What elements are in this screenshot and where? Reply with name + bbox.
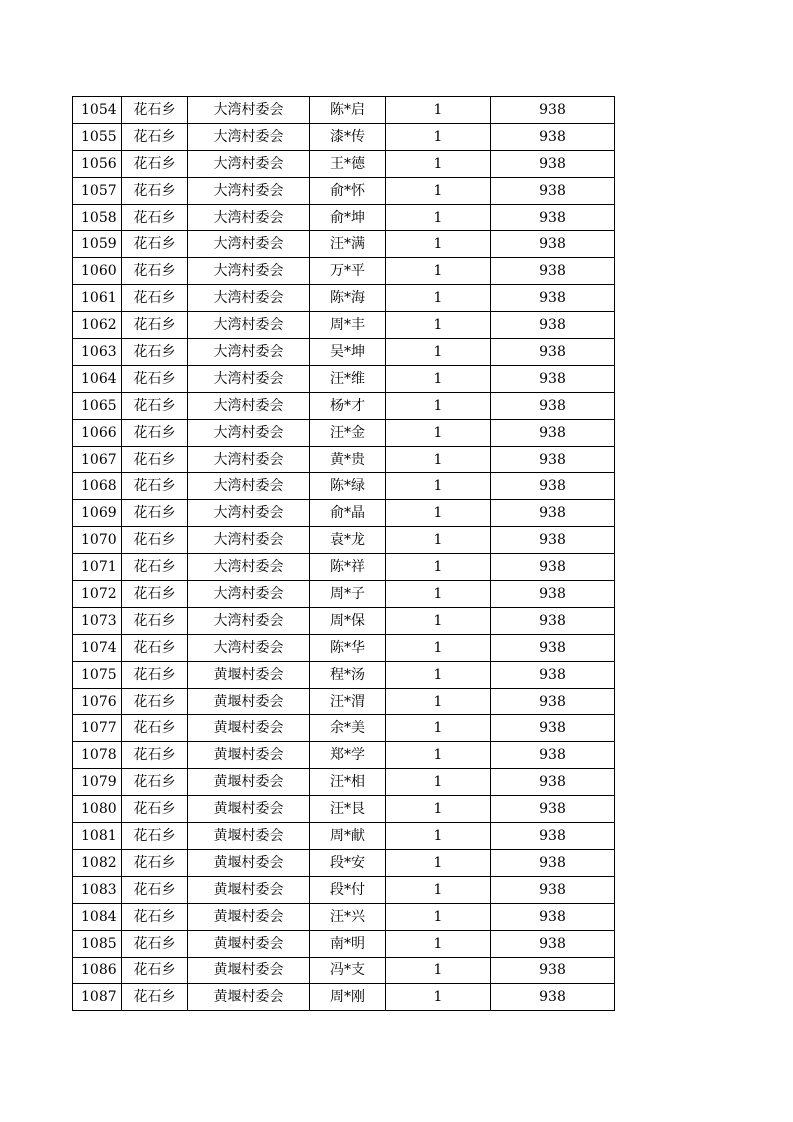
row-number-cell: 1060 xyxy=(73,258,122,285)
name-cell: 黄*贵 xyxy=(310,446,386,473)
amount-cell: 938 xyxy=(491,150,615,177)
township-cell: 花石乡 xyxy=(122,419,188,446)
village-committee-cell: 大湾村委会 xyxy=(188,123,310,150)
village-committee-cell: 大湾村委会 xyxy=(188,634,310,661)
count-cell: 1 xyxy=(386,688,491,715)
table-row xyxy=(73,500,615,527)
village-committee-cell: 黄堰村委会 xyxy=(188,769,310,796)
name-cell: 陈*启 xyxy=(310,97,386,124)
count-cell: 1 xyxy=(386,527,491,554)
table-row xyxy=(73,849,615,876)
amount-cell: 938 xyxy=(491,634,615,661)
township-cell: 花石乡 xyxy=(122,581,188,608)
amount-cell: 938 xyxy=(491,312,615,339)
village-committee-cell: 大湾村委会 xyxy=(188,446,310,473)
table-row xyxy=(73,177,615,204)
village-committee-cell: 大湾村委会 xyxy=(188,97,310,124)
row-number-cell: 1084 xyxy=(73,903,122,930)
count-cell: 1 xyxy=(386,231,491,258)
row-number-cell: 1080 xyxy=(73,796,122,823)
amount-cell: 938 xyxy=(491,97,615,124)
township-cell: 花石乡 xyxy=(122,150,188,177)
count-cell: 1 xyxy=(386,984,491,1011)
name-cell: 汪*维 xyxy=(310,365,386,392)
amount-cell: 938 xyxy=(491,581,615,608)
records-table-body xyxy=(73,97,615,1011)
village-committee-cell: 大湾村委会 xyxy=(188,204,310,231)
row-number-cell: 1079 xyxy=(73,769,122,796)
count-cell: 1 xyxy=(386,849,491,876)
records-table xyxy=(72,96,615,1011)
count-cell: 1 xyxy=(386,634,491,661)
village-committee-cell: 黄堰村委会 xyxy=(188,957,310,984)
amount-cell: 938 xyxy=(491,742,615,769)
name-cell: 汪*渭 xyxy=(310,688,386,715)
amount-cell: 938 xyxy=(491,769,615,796)
name-cell: 段*付 xyxy=(310,876,386,903)
amount-cell: 938 xyxy=(491,231,615,258)
amount-cell: 938 xyxy=(491,392,615,419)
row-number-cell: 1076 xyxy=(73,688,122,715)
row-number-cell: 1069 xyxy=(73,500,122,527)
township-cell: 花石乡 xyxy=(122,554,188,581)
name-cell: 俞*怀 xyxy=(310,177,386,204)
name-cell: 俞*晶 xyxy=(310,500,386,527)
count-cell: 1 xyxy=(386,312,491,339)
township-cell: 花石乡 xyxy=(122,849,188,876)
village-committee-cell: 大湾村委会 xyxy=(188,258,310,285)
amount-cell: 938 xyxy=(491,688,615,715)
township-cell: 花石乡 xyxy=(122,231,188,258)
count-cell: 1 xyxy=(386,177,491,204)
township-cell: 花石乡 xyxy=(122,446,188,473)
township-cell: 花石乡 xyxy=(122,634,188,661)
row-number-cell: 1083 xyxy=(73,876,122,903)
village-committee-cell: 大湾村委会 xyxy=(188,365,310,392)
count-cell: 1 xyxy=(386,500,491,527)
name-cell: 陈*海 xyxy=(310,285,386,312)
row-number-cell: 1081 xyxy=(73,823,122,850)
table-row xyxy=(73,392,615,419)
village-committee-cell: 黄堰村委会 xyxy=(188,661,310,688)
name-cell: 汪*相 xyxy=(310,769,386,796)
row-number-cell: 1087 xyxy=(73,984,122,1011)
name-cell: 程*汤 xyxy=(310,661,386,688)
amount-cell: 938 xyxy=(491,419,615,446)
township-cell: 花石乡 xyxy=(122,796,188,823)
count-cell: 1 xyxy=(386,473,491,500)
table-row xyxy=(73,957,615,984)
count-cell: 1 xyxy=(386,769,491,796)
name-cell: 陈*祥 xyxy=(310,554,386,581)
name-cell: 冯*支 xyxy=(310,957,386,984)
row-number-cell: 1057 xyxy=(73,177,122,204)
amount-cell: 938 xyxy=(491,123,615,150)
village-committee-cell: 黄堰村委会 xyxy=(188,903,310,930)
amount-cell: 938 xyxy=(491,204,615,231)
township-cell: 花石乡 xyxy=(122,258,188,285)
table-row xyxy=(73,581,615,608)
township-cell: 花石乡 xyxy=(122,204,188,231)
count-cell: 1 xyxy=(386,930,491,957)
count-cell: 1 xyxy=(386,957,491,984)
village-committee-cell: 大湾村委会 xyxy=(188,527,310,554)
village-committee-cell: 大湾村委会 xyxy=(188,581,310,608)
count-cell: 1 xyxy=(386,97,491,124)
township-cell: 花石乡 xyxy=(122,527,188,554)
township-cell: 花石乡 xyxy=(122,473,188,500)
table-row xyxy=(73,715,615,742)
village-committee-cell: 黄堰村委会 xyxy=(188,688,310,715)
table-row xyxy=(73,634,615,661)
amount-cell: 938 xyxy=(491,258,615,285)
table-row xyxy=(73,769,615,796)
name-cell: 周*献 xyxy=(310,823,386,850)
township-cell: 花石乡 xyxy=(122,661,188,688)
row-number-cell: 1073 xyxy=(73,607,122,634)
township-cell: 花石乡 xyxy=(122,312,188,339)
village-committee-cell: 黄堰村委会 xyxy=(188,930,310,957)
table-row xyxy=(73,903,615,930)
table-row xyxy=(73,473,615,500)
amount-cell: 938 xyxy=(491,177,615,204)
township-cell: 花石乡 xyxy=(122,930,188,957)
row-number-cell: 1070 xyxy=(73,527,122,554)
village-committee-cell: 大湾村委会 xyxy=(188,312,310,339)
table-row xyxy=(73,312,615,339)
name-cell: 汪*金 xyxy=(310,419,386,446)
amount-cell: 938 xyxy=(491,339,615,366)
name-cell: 南*明 xyxy=(310,930,386,957)
village-committee-cell: 大湾村委会 xyxy=(188,554,310,581)
name-cell: 陈*绿 xyxy=(310,473,386,500)
table-row xyxy=(73,339,615,366)
table-row xyxy=(73,97,615,124)
township-cell: 花石乡 xyxy=(122,607,188,634)
count-cell: 1 xyxy=(386,258,491,285)
row-number-cell: 1065 xyxy=(73,392,122,419)
name-cell: 陈*华 xyxy=(310,634,386,661)
village-committee-cell: 大湾村委会 xyxy=(188,392,310,419)
village-committee-cell: 大湾村委会 xyxy=(188,473,310,500)
name-cell: 周*子 xyxy=(310,581,386,608)
count-cell: 1 xyxy=(386,796,491,823)
township-cell: 花石乡 xyxy=(122,984,188,1011)
township-cell: 花石乡 xyxy=(122,392,188,419)
name-cell: 段*安 xyxy=(310,849,386,876)
amount-cell: 938 xyxy=(491,957,615,984)
name-cell: 汪*艮 xyxy=(310,796,386,823)
row-number-cell: 1059 xyxy=(73,231,122,258)
table-row xyxy=(73,554,615,581)
table-row xyxy=(73,150,615,177)
township-cell: 花石乡 xyxy=(122,500,188,527)
name-cell: 周*刚 xyxy=(310,984,386,1011)
amount-cell: 938 xyxy=(491,849,615,876)
amount-cell: 938 xyxy=(491,554,615,581)
table-row xyxy=(73,285,615,312)
table-row xyxy=(73,661,615,688)
table-row xyxy=(73,446,615,473)
village-committee-cell: 黄堰村委会 xyxy=(188,984,310,1011)
table-row xyxy=(73,742,615,769)
amount-cell: 938 xyxy=(491,661,615,688)
row-number-cell: 1082 xyxy=(73,849,122,876)
township-cell: 花石乡 xyxy=(122,123,188,150)
count-cell: 1 xyxy=(386,742,491,769)
row-number-cell: 1074 xyxy=(73,634,122,661)
village-committee-cell: 黄堰村委会 xyxy=(188,876,310,903)
amount-cell: 938 xyxy=(491,903,615,930)
row-number-cell: 1078 xyxy=(73,742,122,769)
row-number-cell: 1061 xyxy=(73,285,122,312)
row-number-cell: 1077 xyxy=(73,715,122,742)
township-cell: 花石乡 xyxy=(122,769,188,796)
amount-cell: 938 xyxy=(491,796,615,823)
village-committee-cell: 大湾村委会 xyxy=(188,150,310,177)
count-cell: 1 xyxy=(386,446,491,473)
village-committee-cell: 大湾村委会 xyxy=(188,339,310,366)
table-row xyxy=(73,930,615,957)
amount-cell: 938 xyxy=(491,446,615,473)
count-cell: 1 xyxy=(386,365,491,392)
township-cell: 花石乡 xyxy=(122,365,188,392)
row-number-cell: 1062 xyxy=(73,312,122,339)
township-cell: 花石乡 xyxy=(122,957,188,984)
name-cell: 汪*兴 xyxy=(310,903,386,930)
table-row xyxy=(73,204,615,231)
row-number-cell: 1056 xyxy=(73,150,122,177)
table-row xyxy=(73,796,615,823)
amount-cell: 938 xyxy=(491,984,615,1011)
row-number-cell: 1072 xyxy=(73,581,122,608)
row-number-cell: 1085 xyxy=(73,930,122,957)
township-cell: 花石乡 xyxy=(122,177,188,204)
village-committee-cell: 大湾村委会 xyxy=(188,419,310,446)
amount-cell: 938 xyxy=(491,715,615,742)
count-cell: 1 xyxy=(386,876,491,903)
name-cell: 余*美 xyxy=(310,715,386,742)
name-cell: 周*保 xyxy=(310,607,386,634)
count-cell: 1 xyxy=(386,419,491,446)
name-cell: 俞*坤 xyxy=(310,204,386,231)
township-cell: 花石乡 xyxy=(122,742,188,769)
village-committee-cell: 黄堰村委会 xyxy=(188,742,310,769)
name-cell: 漆*传 xyxy=(310,123,386,150)
count-cell: 1 xyxy=(386,123,491,150)
row-number-cell: 1055 xyxy=(73,123,122,150)
count-cell: 1 xyxy=(386,823,491,850)
village-committee-cell: 大湾村委会 xyxy=(188,607,310,634)
amount-cell: 938 xyxy=(491,500,615,527)
name-cell: 杨*才 xyxy=(310,392,386,419)
amount-cell: 938 xyxy=(491,473,615,500)
row-number-cell: 1054 xyxy=(73,97,122,124)
row-number-cell: 1075 xyxy=(73,661,122,688)
table-row xyxy=(73,365,615,392)
village-committee-cell: 黄堰村委会 xyxy=(188,715,310,742)
count-cell: 1 xyxy=(386,392,491,419)
township-cell: 花石乡 xyxy=(122,903,188,930)
name-cell: 郑*学 xyxy=(310,742,386,769)
village-committee-cell: 黄堰村委会 xyxy=(188,823,310,850)
township-cell: 花石乡 xyxy=(122,715,188,742)
table-row xyxy=(73,688,615,715)
count-cell: 1 xyxy=(386,661,491,688)
row-number-cell: 1068 xyxy=(73,473,122,500)
row-number-cell: 1071 xyxy=(73,554,122,581)
amount-cell: 938 xyxy=(491,823,615,850)
village-committee-cell: 黄堰村委会 xyxy=(188,849,310,876)
table-row xyxy=(73,607,615,634)
name-cell: 袁*龙 xyxy=(310,527,386,554)
name-cell: 周*丰 xyxy=(310,312,386,339)
count-cell: 1 xyxy=(386,150,491,177)
row-number-cell: 1064 xyxy=(73,365,122,392)
count-cell: 1 xyxy=(386,339,491,366)
name-cell: 王*德 xyxy=(310,150,386,177)
village-committee-cell: 大湾村委会 xyxy=(188,285,310,312)
amount-cell: 938 xyxy=(491,876,615,903)
row-number-cell: 1063 xyxy=(73,339,122,366)
count-cell: 1 xyxy=(386,204,491,231)
township-cell: 花石乡 xyxy=(122,823,188,850)
row-number-cell: 1066 xyxy=(73,419,122,446)
row-number-cell: 1058 xyxy=(73,204,122,231)
count-cell: 1 xyxy=(386,554,491,581)
row-number-cell: 1067 xyxy=(73,446,122,473)
village-committee-cell: 大湾村委会 xyxy=(188,177,310,204)
table-row xyxy=(73,231,615,258)
name-cell: 万*平 xyxy=(310,258,386,285)
table-row xyxy=(73,984,615,1011)
township-cell: 花石乡 xyxy=(122,688,188,715)
count-cell: 1 xyxy=(386,581,491,608)
village-committee-cell: 黄堰村委会 xyxy=(188,796,310,823)
township-cell: 花石乡 xyxy=(122,285,188,312)
amount-cell: 938 xyxy=(491,930,615,957)
name-cell: 汪*满 xyxy=(310,231,386,258)
name-cell: 吴*坤 xyxy=(310,339,386,366)
township-cell: 花石乡 xyxy=(122,339,188,366)
township-cell: 花石乡 xyxy=(122,876,188,903)
count-cell: 1 xyxy=(386,715,491,742)
row-number-cell: 1086 xyxy=(73,957,122,984)
village-committee-cell: 大湾村委会 xyxy=(188,500,310,527)
table-row xyxy=(73,527,615,554)
table-row xyxy=(73,123,615,150)
table-row xyxy=(73,876,615,903)
count-cell: 1 xyxy=(386,903,491,930)
township-cell: 花石乡 xyxy=(122,97,188,124)
count-cell: 1 xyxy=(386,285,491,312)
table-row xyxy=(73,258,615,285)
amount-cell: 938 xyxy=(491,285,615,312)
table-row xyxy=(73,419,615,446)
amount-cell: 938 xyxy=(491,607,615,634)
amount-cell: 938 xyxy=(491,527,615,554)
table-row xyxy=(73,823,615,850)
count-cell: 1 xyxy=(386,607,491,634)
village-committee-cell: 大湾村委会 xyxy=(188,231,310,258)
amount-cell: 938 xyxy=(491,365,615,392)
